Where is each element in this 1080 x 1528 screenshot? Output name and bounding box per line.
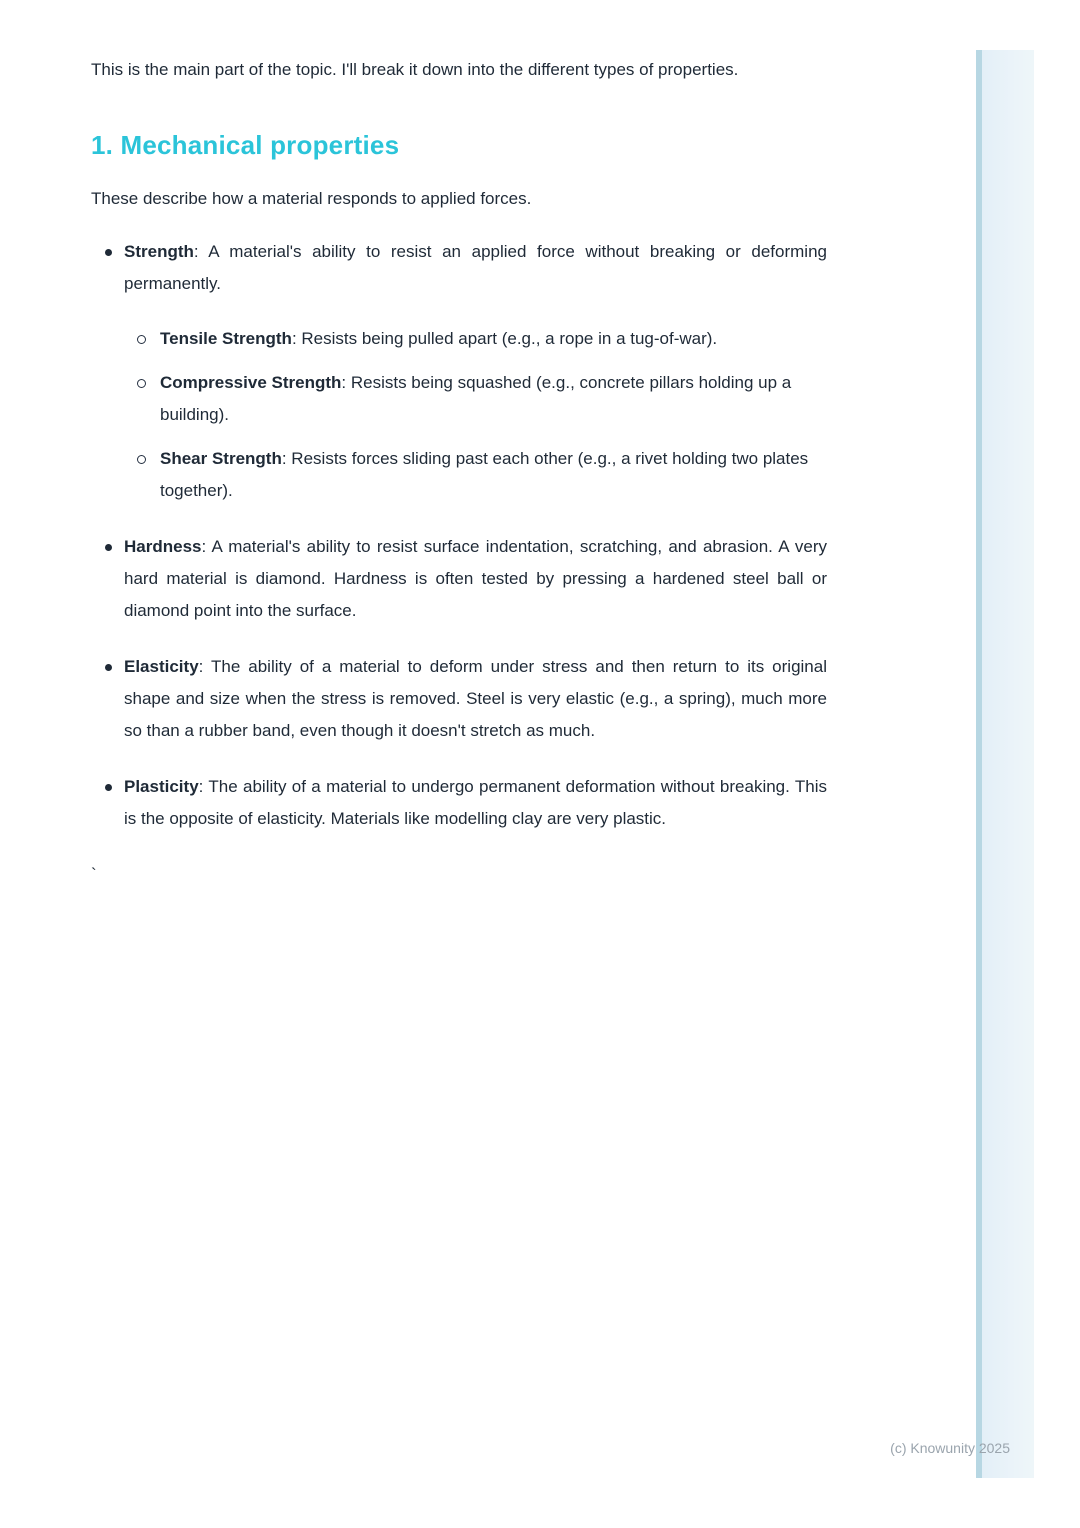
property-item-plasticity — [91, 771, 827, 835]
sub-item-term: Compressive Strength — [160, 373, 342, 392]
intro-paragraph: This is the main part of the topic. I'll break it down into the different types of properties. — [91, 60, 739, 79]
sub-item-term: Tensile Strength — [160, 329, 292, 348]
sub-item-description: : Resists being pulled apart (e.g., a rope in a tug-of-war). — [291, 329, 718, 348]
sub-item-tensile-strength — [124, 323, 827, 355]
hollow-bullet-icon — [137, 335, 146, 344]
sub-item-compressive-strength — [124, 367, 827, 431]
property-item-elasticity — [91, 651, 827, 747]
property-text — [124, 531, 827, 627]
property-term: Hardness — [124, 537, 202, 556]
strength-sub-list — [124, 323, 827, 507]
copyright-watermark: (c) Knowunity 2025 — [890, 1440, 1010, 1456]
property-term: Strength — [124, 242, 194, 261]
property-item-strength — [91, 236, 827, 507]
sub-item-term: Shear Strength — [160, 449, 282, 468]
bullet-icon — [105, 784, 112, 791]
sub-item-text — [160, 323, 827, 355]
section-lead: These describe how a material responds to applied forces. — [91, 189, 532, 208]
property-text — [124, 771, 827, 835]
property-item-hardness — [91, 531, 827, 627]
section-heading: 1. Mechanical properties — [91, 130, 400, 160]
bullet-icon — [105, 249, 112, 256]
sub-item-text — [160, 443, 827, 507]
property-text — [124, 651, 827, 747]
sub-item-shear-strength — [124, 443, 827, 507]
sub-item-description: : Resists being squashed (e.g., concrete pillars holding up a building). — [160, 373, 792, 424]
bullet-icon — [105, 544, 112, 551]
sub-item-description: : Resists forces sliding past each other (e.g., a rivet holding two plates together). — [160, 449, 809, 500]
property-description: : The ability of a material to deform under stress and then return to its original shape and size when the stress is removed. Steel is very elastic (e.g., a spring), much more so than a rubber band, even though it doesn't stretch as much. — [124, 657, 827, 740]
property-description: : A material's ability to resist an applied force without breaking or deforming permanently. — [124, 242, 827, 293]
property-text — [124, 236, 827, 300]
mechanical-properties-list — [91, 236, 827, 835]
decorative-side-strip — [976, 50, 1034, 1478]
property-description: : The ability of a material to undergo permanent deformation without breaking. This is the opposite of elasticity. Materials like modelling clay are very plastic. — [124, 777, 827, 828]
property-term: Elasticity — [124, 657, 199, 676]
sub-item-text — [160, 367, 827, 431]
property-term: Plasticity — [124, 777, 199, 796]
stray-backtick-character: ` — [91, 865, 97, 884]
property-description: : A material's ability to resist surface indentation, scratching, and abrasion. A very hard material is diamond. Hardness is often tested by pressing a hardened steel ball or diamond point into the surface. — [124, 537, 827, 620]
hollow-bullet-icon — [137, 455, 146, 464]
document-content — [91, 54, 827, 891]
hollow-bullet-icon — [137, 379, 146, 388]
bullet-icon — [105, 664, 112, 671]
